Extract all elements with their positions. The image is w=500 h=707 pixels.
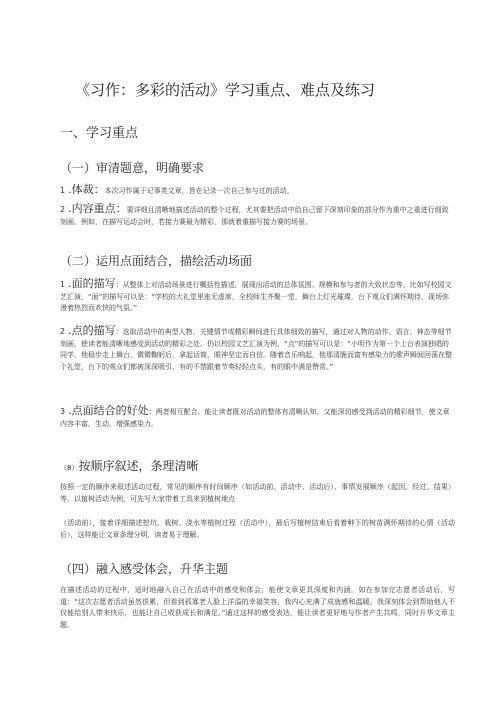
subsection-heading-3 [60, 458, 198, 476]
item-term: .面的描写 [68, 277, 116, 290]
paragraph-line: （活动前），接着详细描述挖坑、栽树、浇水等植树过程（活动中），最后写植树结束后看着种下的树苗满怀期待的心情（活动后），这样能让文章条理分明，读者易于理解。 [60, 519, 455, 539]
list-item [60, 405, 455, 430]
item-term: .点的描写 [68, 324, 116, 337]
item-number: 2 [60, 205, 66, 214]
paragraph-order [60, 482, 455, 505]
paragraph-order-continued [60, 518, 455, 541]
list-item [60, 203, 455, 228]
paragraph-feelings: 在描述活动的过程中，适时地融入自己在活动中的感受和体会，能使文章更具深度和内涵。如在参加完志愿者活动后，写道：“这次志愿者活动虽然很累，但看到孤寡老人脸上洋溢的幸福笑容，我内心充满了成就感和温暖。我深刻体会到帮助他人不仅能给别人带来快乐，也能让自己收获成长和满足。”通过这样的感受表达，能让读者更好地与作者产生共鸣，同时升华文章主题。 [60, 586, 455, 629]
item-number: 1 [60, 280, 66, 289]
paragraph-line: 按照一定的顺序来叙述活动过程，常见的顺序有时间顺序（如活动前、活动中、活动后）、事情发展顺序（起因、经过、结果）等。以植树活动为例，可先写大家带着工具来到植树地点 [60, 483, 455, 503]
item-text: 要详细且清晰地描述活动的整个过程，尤其要把活动中给自己留下深刻印象的部分作为重中之重进行细致刻画。例如，在描写运动会时，若接力赛最为精彩，那就着重描写接力赛的场景。 [60, 206, 449, 226]
subsection-heading-2: （二）运用点面结合，描绘活动场面 [60, 254, 253, 268]
section-heading-key-points: 一、学习重点 [60, 126, 139, 141]
subsection-heading-4: （四）融入感受体会，升华主题 [60, 562, 229, 576]
item-text: ：两者相互配合，能让读者既对活动的整体有清晰认知，又能深切感受到活动的精彩细节，使文章内容丰富、生动，增强感染力。 [60, 408, 450, 428]
subsection-heading-1: （一）审清题意，明确要求 [60, 161, 205, 175]
item-text: ：从整体上对活动场景进行概括性描述，展现出活动的总体氛围、规模和参与者的大致状态等。比如写校园文艺汇演，“面”的描写可以是：“学校的大礼堂里座无虚席，全校师生齐聚一堂，舞台上灯光璀璨，台下观众们满怀期待，现场弥漫着热烈而欢快的气氛。” [60, 281, 452, 312]
item-number: 2 [60, 327, 66, 336]
item-term: .点面结合的好处 [68, 404, 149, 417]
list-item [60, 325, 455, 373]
item-text: 本次习作属于记事类文章，旨在记录一次自己参与过的活动。 [104, 187, 294, 195]
section-marker: （8） [60, 464, 79, 472]
item-number: 1 [60, 186, 66, 195]
item-number: 3 [60, 407, 66, 416]
list-item [60, 278, 455, 315]
subsection-heading-3-text: 按顺序叙述，条理清晰 [78, 459, 199, 473]
list-item [60, 184, 455, 198]
item-term: .内容重点： [68, 202, 127, 215]
document-title: 《习作：多彩的活动》学习重点、难点及练习 [75, 81, 376, 99]
item-term: .体裁： [68, 183, 105, 196]
item-text: ：选取活动中的典型人物、关键情节或精彩瞬间进行具体细致的描写，通过对人物的动作、语言、神态等细节刻画，使读者能清晰地感受到活动的精彩之处。仍以校园文艺汇演为例，“点”的描写可以是：“小明作为第一个上台表演独唱的同学，他稳步走上舞台，微微鞠躬后，拿起话筒，眼神坚定而自信。随着音乐响起，他那清脆而富有感染力的歌声瞬间回荡在整个礼堂，台下的观众们都被深深吸引，有的不禁跟着节奏轻轻点头，有的眼中满是赞赏。” [60, 328, 452, 371]
